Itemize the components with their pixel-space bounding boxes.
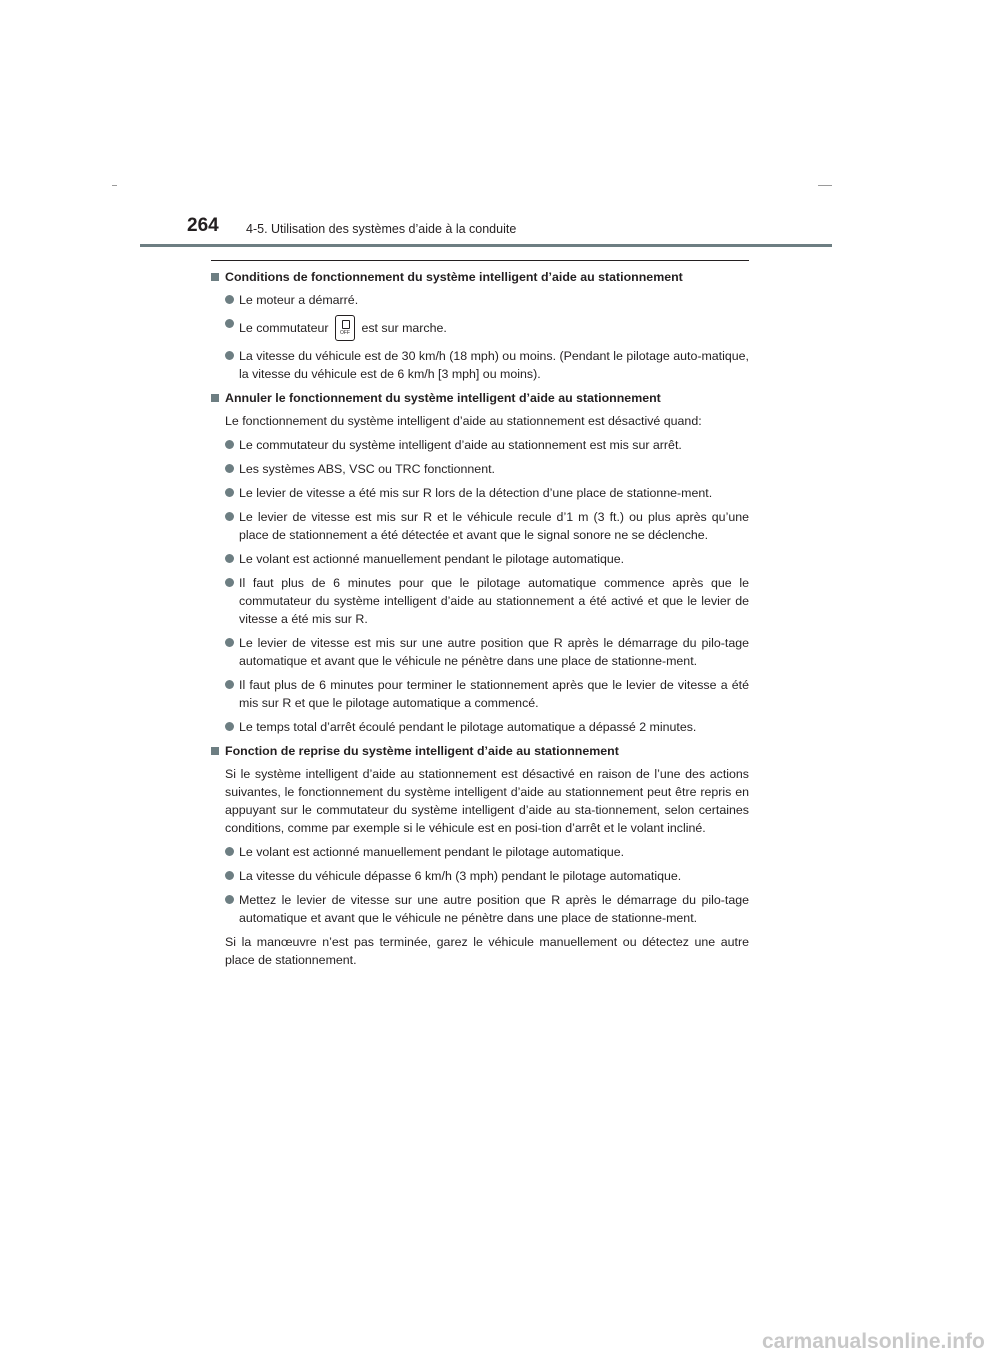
bullet-icon xyxy=(225,871,234,880)
crop-mark-right xyxy=(818,185,832,186)
page-number: 264 xyxy=(187,215,219,236)
bullet-icon xyxy=(225,554,234,563)
bullet-icon xyxy=(225,578,234,587)
crop-mark-left xyxy=(112,185,117,186)
section-rule xyxy=(211,260,749,261)
watermark: carmanualsonline.info xyxy=(762,1330,985,1353)
list-item: Les systèmes ABS, VSC ou TRC fonctionnent. xyxy=(211,460,749,478)
list-item: Le levier de vitesse est mis sur une autre position que R après le démarrage du pilo-tage automatique et avant que le véhicule ne pénètre dans une place de stationne-ment. xyxy=(211,634,749,670)
bullet-icon xyxy=(225,895,234,904)
paragraph: Si le système intelligent d’aide au stationnement est désactivé en raison de l’une des actions suivantes, le fonctionnement du système intelligent d’aide au stationnement peut être repris en appuyant sur le commutateur du système intelligent d’aide au sta-tionnement, selon certaines conditions, comme par exemple si le véhicule est en posi-tion d’arrêt et le volant incliné. xyxy=(225,767,749,835)
bullet-icon xyxy=(225,488,234,497)
list-item: Le commutateur du système intelligent d’aide au stationnement est mis sur arrêt. xyxy=(211,436,749,454)
list-item: Il faut plus de 6 minutes pour terminer le stationnement après que le levier de vitesse a été mis sur R et que le pilotage automatique a commencé. xyxy=(211,676,749,712)
bullet-icon xyxy=(225,351,234,360)
list-item: Il faut plus de 6 minutes pour que le pilotage automatique commence après que le commutateur du système intelligent d’aide au stationnement a été activé et que le levier de vitesse a été mis sur R. xyxy=(211,574,749,628)
list-item: La vitesse du véhicule est de 30 km/h (18 mph) ou moins. (Pendant le pilotage auto-matique, la vitesse du véhicule est de 6 km/h [3 mph] ou moins). xyxy=(211,347,749,383)
parking-assist-switch-icon: OFF xyxy=(335,315,355,341)
list-item: Le volant est actionné manuellement pendant le pilotage automatique. xyxy=(211,550,749,568)
square-bullet-icon xyxy=(211,273,219,281)
square-bullet-icon xyxy=(211,394,219,402)
bullet-icon xyxy=(225,319,234,328)
bullet-icon xyxy=(225,295,234,304)
paragraph: Si la manœuvre n’est pas terminée, garez le véhicule manuellement ou détectez une autre place de stationnement. xyxy=(225,935,749,967)
list-item: Le levier de vitesse est mis sur R et le véhicule recule d’1 m (3 ft.) ou plus après qu’une place de stationnement a été détectée et avant que le signal sonore ne se déclenche. xyxy=(211,508,749,544)
bullet-icon xyxy=(225,512,234,521)
paragraph: Le fonctionnement du système intelligent d’aide au stationnement est désactivé quand: xyxy=(225,414,702,428)
page-content xyxy=(211,268,749,975)
bullet-icon xyxy=(225,440,234,449)
list-item: Le temps total d’arrêt écoulé pendant le pilotage automatique a dépassé 2 minutes. xyxy=(211,718,749,736)
section-heading: Conditions de fonctionnement du système intelligent d’aide au stationnement xyxy=(211,268,749,286)
list-item: Le commutateur OFF est sur marche. xyxy=(211,315,749,341)
section-heading: Annuler le fonctionnement du système intelligent d’aide au stationnement xyxy=(211,389,749,407)
list-item: Le volant est actionné manuellement pendant le pilotage automatique. xyxy=(211,843,749,861)
list-item: Mettez le levier de vitesse sur une autre position que R après le démarrage du pilo-tage automatique et avant que le véhicule ne pénètre dans une place de stationne-ment. xyxy=(211,891,749,927)
bullet-icon xyxy=(225,638,234,647)
bullet-icon xyxy=(225,680,234,689)
bullet-icon xyxy=(225,847,234,856)
header-rule xyxy=(140,244,832,247)
list-item: Le levier de vitesse a été mis sur R lors de la détection d’une place de stationne-ment. xyxy=(211,484,749,502)
list-item: Le moteur a démarré. xyxy=(211,291,749,309)
section-title: 4-5. Utilisation des systèmes d’aide à la conduite xyxy=(246,222,517,236)
bullet-icon xyxy=(225,464,234,473)
square-bullet-icon xyxy=(211,747,219,755)
section-heading: Fonction de reprise du système intelligent d’aide au stationnement xyxy=(211,742,749,760)
list-item: La vitesse du véhicule dépasse 6 km/h (3 mph) pendant le pilotage automatique. xyxy=(211,867,749,885)
bullet-icon xyxy=(225,722,234,731)
